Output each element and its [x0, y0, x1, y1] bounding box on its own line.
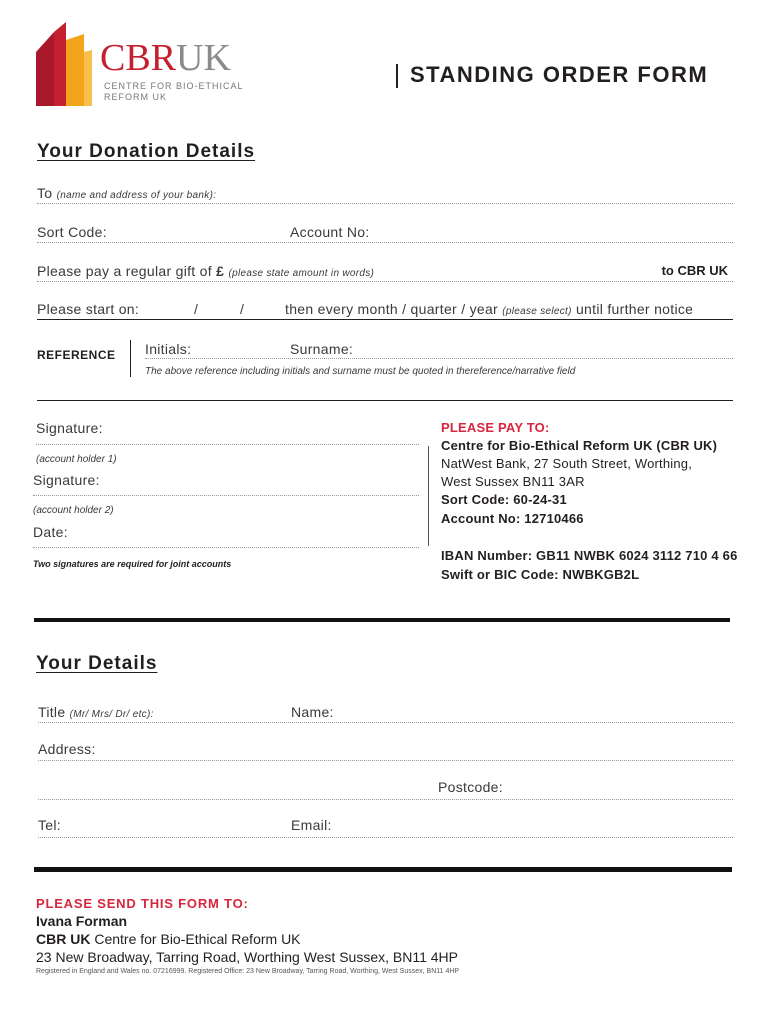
- title-label: Title: [38, 704, 66, 720]
- details-heading: Your Details: [36, 653, 158, 674]
- signatures-divider: [428, 446, 429, 546]
- footer-org-full: Centre for Bio-Ethical Reform UK: [94, 931, 301, 947]
- start-underline: [37, 319, 733, 320]
- gift-hint: (please state amount in words): [228, 268, 375, 279]
- section-divider-3: [34, 867, 732, 872]
- pay-to-bank-line1: NatWest Bank, 27 South Street, Worthing,: [441, 456, 693, 471]
- signature2-label: Signature:: [33, 472, 100, 488]
- pay-to-heading: PLEASE PAY TO:: [441, 420, 550, 435]
- logo-subtitle-2: REFORM UK: [104, 92, 167, 102]
- logo-subtitle-1: CENTRE FOR BIO-ETHICAL: [104, 81, 244, 91]
- frequency-text[interactable]: then every month / quarter / year: [285, 301, 499, 317]
- name-label: Name:: [291, 704, 334, 720]
- logo: [36, 20, 266, 110]
- address-label: Address:: [38, 741, 96, 757]
- date-separator-1: /: [194, 301, 199, 317]
- pay-to-account-no: Account No: 12710466: [441, 511, 584, 526]
- holder2-label: (account holder 2): [33, 505, 114, 516]
- joint-note: Two signatures are required for joint accounts: [33, 559, 232, 569]
- surname-label: Surname:: [290, 341, 354, 357]
- title-divider: [396, 64, 398, 88]
- reference-field[interactable]: [145, 358, 733, 359]
- signature1-label: Signature:: [36, 420, 103, 436]
- date-field[interactable]: [33, 547, 419, 548]
- initials-label: Initials:: [145, 341, 192, 357]
- section-divider-1: [37, 400, 733, 401]
- address-field-2[interactable]: [38, 799, 733, 800]
- reference-label: REFERENCE: [37, 348, 116, 362]
- pay-to-bank-line2: West Sussex BN11 3AR: [441, 474, 585, 489]
- reference-note: The above reference including initials and surname must be quoted in thereference/narrative field: [145, 366, 576, 377]
- account-no-label: Account No:: [290, 224, 370, 240]
- holder1-label: (account holder 1): [36, 454, 117, 465]
- pay-to-iban: IBAN Number: GB11 NWBK 6024 3112 710 4 66: [441, 548, 738, 563]
- frequency-suffix: until further notice: [575, 301, 694, 317]
- start-label: Please start on:: [37, 301, 140, 317]
- sort-account-field[interactable]: [37, 242, 733, 243]
- title-hint: (Mr/ Mrs/ Dr/ etc):: [69, 709, 154, 720]
- registered-note: Registered in England and Wales no. 07216999. Registered Office: 23 New Broadway, Tarring Road, Worthing, West Sussex, BN11 4HP: [36, 968, 460, 975]
- logo-mark-icon: [36, 22, 96, 106]
- footer-org-short: CBR UK: [36, 931, 91, 947]
- pay-to-swift: Swift or BIC Code: NWBKGB2L: [441, 567, 640, 582]
- title-name-field[interactable]: [38, 722, 733, 723]
- gift-to: to CBR UK: [661, 263, 728, 278]
- gift-amount-field[interactable]: [37, 281, 733, 282]
- donation-heading: Your Donation Details: [37, 141, 256, 162]
- section-divider-2: [34, 618, 730, 622]
- pay-to-sort-code: Sort Code: 60-24-31: [441, 492, 567, 507]
- logo-text-cbr: CBR: [100, 37, 177, 79]
- sort-code-label: Sort Code:: [37, 224, 107, 240]
- to-bank-row: [37, 185, 216, 201]
- date-separator-2: /: [240, 301, 245, 317]
- reference-divider: [130, 340, 131, 377]
- frequency-row: [285, 301, 693, 317]
- to-bank-field[interactable]: [37, 203, 733, 204]
- signature1-field[interactable]: [36, 444, 419, 445]
- to-label: To: [37, 185, 53, 201]
- page-title: STANDING ORDER FORM: [410, 62, 709, 87]
- tel-label: Tel:: [38, 817, 61, 833]
- gift-label: Please pay a regular gift of: [37, 263, 212, 279]
- pay-to-org: Centre for Bio-Ethical Reform UK (CBR UK): [441, 438, 718, 453]
- postcode-label: Postcode:: [438, 779, 503, 795]
- logo-text-uk: UK: [176, 37, 231, 79]
- recipient-name: Ivana Forman: [36, 913, 128, 929]
- to-hint: (name and address of your bank):: [56, 190, 217, 201]
- address-field-1[interactable]: [38, 760, 733, 761]
- frequency-hint: (please select): [502, 306, 572, 317]
- footer-address: 23 New Broadway, Tarring Road, Worthing West Sussex, BN11 4HP: [36, 949, 459, 965]
- signature2-field[interactable]: [33, 495, 419, 496]
- gift-row: [37, 263, 374, 279]
- date-label: Date:: [33, 524, 68, 540]
- send-heading: PLEASE SEND THIS FORM TO:: [36, 896, 249, 911]
- tel-email-field[interactable]: [38, 837, 733, 838]
- gift-currency: £: [216, 263, 225, 279]
- title-row: [38, 704, 154, 720]
- email-label: Email:: [291, 817, 332, 833]
- footer-org-row: [36, 931, 301, 947]
